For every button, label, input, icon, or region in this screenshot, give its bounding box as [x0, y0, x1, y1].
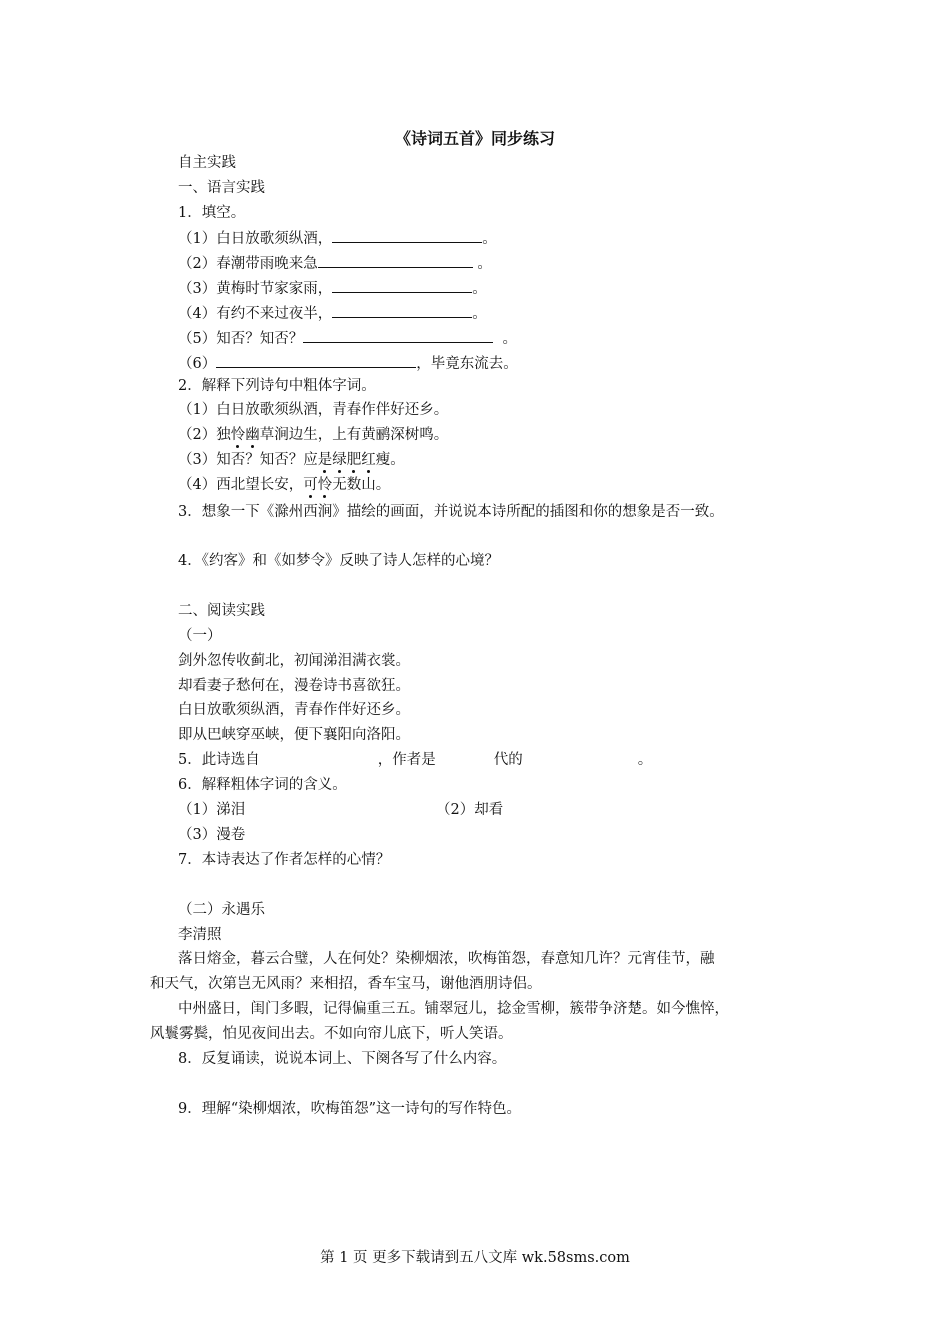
- ci-paragraph-1-line-2: 和天气，次第岂无风雨？来相招，香车宝马，谢他酒朋诗侣。: [150, 976, 542, 992]
- emphasis-char: 怜: [230, 427, 246, 443]
- question-2: 2．解释下列诗句中粗体字词。: [178, 378, 376, 394]
- emphasis-char: 绿: [332, 452, 347, 468]
- answer-blank[interactable]: [318, 252, 473, 268]
- question-1-item-3: [178, 277, 487, 299]
- question-6-item-1: （1）涕泪: [178, 802, 246, 818]
- q1-6-text: （6）: [178, 356, 217, 372]
- poem-line-1: 剑外忽传收蓟北，初闻涕泪满衣裳。: [178, 653, 410, 669]
- q1-2-text: （2）春潮带雨晚来急: [178, 256, 318, 272]
- question-3: 3．想象一下《滁州西涧》描绘的画面，并说说本诗所配的插图和你的想象是否一致。: [178, 504, 724, 520]
- answer-blank[interactable]: [332, 227, 482, 243]
- ci-paragraph-2-line-1: 中州盛日，闺门多暇，记得偏重三五。铺翠冠儿，捻金雪柳，簇带争济楚。如今憔悴，: [178, 1001, 729, 1017]
- emphasis-char: 可: [303, 477, 318, 493]
- question-1-item-4: [178, 302, 487, 324]
- ci-paragraph-2-line-2: 风鬟雾鬓，怕见夜间出去。不如向帘儿底下，听人笑语。: [150, 1026, 513, 1042]
- section-heading-yuedu: 二、阅读实践: [178, 603, 265, 619]
- passage-2-label: （二）永遇乐: [178, 902, 265, 918]
- question-1-item-6: [178, 352, 518, 374]
- question-7: 7．本诗表达了作者怎样的心情？: [178, 852, 391, 868]
- answer-blank[interactable]: [332, 302, 472, 318]
- q1-5-end: 。: [502, 331, 517, 347]
- emphasis-char: 是: [317, 452, 333, 468]
- page-title: 《诗词五首》同步练习: [394, 129, 555, 148]
- section-label-zizhu: 自主实践: [178, 155, 236, 171]
- answer-blank[interactable]: [332, 277, 472, 293]
- answer-blank[interactable]: [303, 327, 493, 343]
- question-6: 6．解释粗体字词的含义。: [178, 777, 347, 793]
- q1-4-text: （4）有约不来过夜半，: [178, 306, 333, 322]
- poem-line-3: 白日放歌须纵酒，青春作伴好还乡。: [178, 702, 410, 718]
- answer-blank[interactable]: [216, 352, 416, 368]
- question-9: 9．理解“染柳烟浓，吹梅笛怨”这一诗句的写作特色。: [178, 1101, 522, 1117]
- q1-3-end: 。: [472, 281, 487, 297]
- question-1-item-5: [178, 327, 517, 349]
- q1-1-text: （1）白日放歌须纵酒，: [178, 231, 333, 247]
- question-6-item-2: （2）却看: [436, 802, 504, 818]
- section-heading-yuyan: 一、语言实践: [178, 180, 265, 196]
- q1-5-text: （5）知否？知否？: [178, 331, 304, 347]
- question-8: 8．反复诵读，说说本词上、下阕各写了什么内容。: [178, 1051, 507, 1067]
- page-footer: 第 1 页 更多下载请到五八文库 wk.58sms.com: [320, 1250, 630, 1266]
- emphasis-char: 肥: [346, 452, 362, 468]
- emphasis-char: 幽: [245, 427, 260, 443]
- question-1-item-1: [178, 227, 497, 249]
- poem-line-2: 却看妻子愁何在，漫卷诗书喜欲狂。: [178, 678, 410, 694]
- emphasis-char: 红: [361, 452, 376, 468]
- question-2-item-2: （2）独怜幽草涧边生，上有黄鹂深树鸣。: [178, 427, 449, 443]
- q1-3-text: （3）黄梅时节家家雨，: [178, 281, 333, 297]
- question-1-item-2: [178, 252, 492, 274]
- question-5: [178, 750, 652, 770]
- q1-1-end: 。: [482, 231, 497, 247]
- q1-4-end: 。: [472, 306, 487, 322]
- question-2-item-4: （4）西北望长安，可怜无数山。: [178, 477, 391, 493]
- q5-text-c: 代的: [493, 752, 523, 768]
- question-2-item-3: （3）知否？知否？应是绿肥红瘦。: [178, 452, 405, 468]
- ci-paragraph-1-line-1: 落日熔金，暮云合璧，人在何处？染柳烟浓，吹梅笛怨，春意知几许？元宵佳节，融: [178, 951, 715, 967]
- question-2-item-1: （1）白日放歌须纵酒，青春作伴好还乡。: [178, 402, 449, 418]
- question-6-item-3: （3）漫卷: [178, 827, 246, 843]
- passage-2-author: 李清照: [178, 927, 222, 943]
- q5-text-d: 。: [637, 752, 653, 768]
- question-1: 1．填空。: [178, 205, 246, 221]
- q1-6-end: ，毕竟东流去。: [416, 356, 518, 372]
- poem-line-4: 即从巴峡穿巫峡，便下襄阳向洛阳。: [178, 727, 410, 743]
- question-4: 4．《约客》和《如梦令》反映了诗人怎样的心境？: [178, 553, 499, 569]
- emphasis-char: 怜: [317, 477, 333, 493]
- q5-text-b: ，作者是: [377, 752, 436, 768]
- q1-2-end: 。: [477, 256, 492, 272]
- passage-1-label: （一）: [178, 628, 222, 644]
- q5-text-a: 5．此诗选自: [178, 752, 260, 768]
